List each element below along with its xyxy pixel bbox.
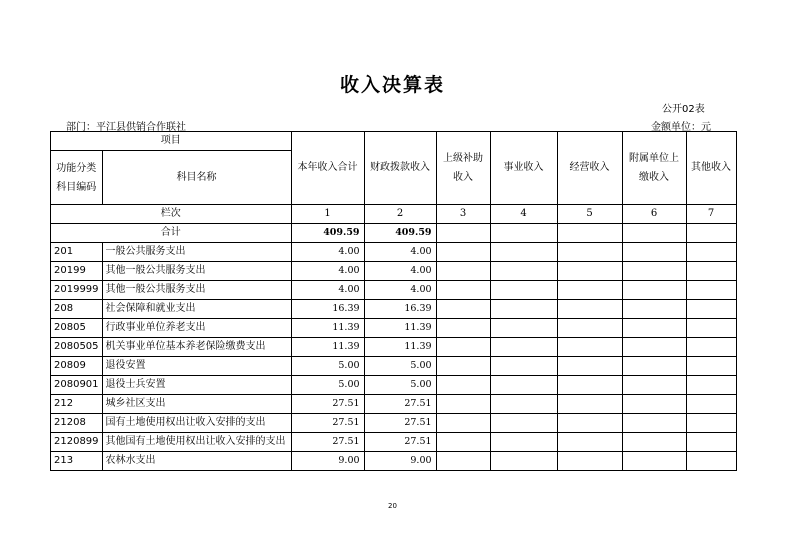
department-label: 部门：平江县供销合作联社 [66,122,186,133]
empty-cell [490,319,557,338]
empty-cell [686,281,736,300]
empty-cell [686,452,736,471]
header-total-income: 本年收入合计 [291,132,364,205]
empty-cell [622,414,686,433]
empty-cell [557,281,622,300]
form-number: 公开02表 [662,104,705,115]
seq-number: 7 [686,205,736,224]
row-total: 5.00 [291,357,364,376]
row-total: 4.00 [291,281,364,300]
row-fiscal: 11.39 [364,319,436,338]
row-name: 其他一般公共服务支出 [102,262,291,281]
row-fiscal: 5.00 [364,357,436,376]
empty-cell [490,338,557,357]
empty-cell [436,262,490,281]
empty-cell [686,262,736,281]
empty-cell [622,338,686,357]
empty-cell [686,300,736,319]
row-name: 其他国有土地使用权出让收入安排的支出 [102,433,291,452]
seq-label: 栏次 [51,205,292,224]
empty-cell [557,452,622,471]
row-name: 退役安置 [102,357,291,376]
table-row [51,338,737,357]
header-superior-subsidy: 上级补助收入 [436,132,490,205]
empty-cell [686,414,736,433]
row-code: 2080505 [51,338,103,357]
empty-cell [436,300,490,319]
empty-cell [436,414,490,433]
empty-cell [490,262,557,281]
row-fiscal: 9.00 [364,452,436,471]
row-code: 2019999 [51,281,103,300]
empty-cell [557,319,622,338]
row-total: 27.51 [291,395,364,414]
empty-cell [622,262,686,281]
row-code: 2080901 [51,376,103,395]
row-name: 机关事业单位基本养老保险缴费支出 [102,338,291,357]
table-row [51,433,737,452]
table-row [51,319,737,338]
empty-cell [557,395,622,414]
row-total: 11.39 [291,319,364,338]
header-fiscal-income: 财政拨款收入 [364,132,436,205]
empty-cell [686,376,736,395]
total-fiscal: 409.59 [364,224,436,243]
table-row [51,414,737,433]
empty-cell [557,414,622,433]
table-row [51,395,737,414]
empty-cell [490,376,557,395]
empty-cell [490,433,557,452]
row-fiscal: 4.00 [364,243,436,262]
row-fiscal: 5.00 [364,376,436,395]
empty-cell [686,243,736,262]
table-row [51,300,737,319]
seq-number: 2 [364,205,436,224]
seq-number: 3 [436,205,490,224]
row-total: 5.00 [291,376,364,395]
row-name: 国有土地使用权出让收入安排的支出 [102,414,291,433]
header-code: 功能分类科目编码 [51,151,103,205]
page-title: 收入决算表 [339,74,445,96]
empty-cell [436,395,490,414]
page-number: 20 [388,502,397,510]
table-row [51,262,737,281]
empty-cell [490,357,557,376]
row-code: 201 [51,243,103,262]
empty-cell [436,376,490,395]
empty-cell [490,243,557,262]
header-business-income: 事业收入 [490,132,557,205]
empty-cell [622,376,686,395]
empty-cell [686,433,736,452]
empty-cell [557,376,622,395]
row-code: 21208 [51,414,103,433]
empty-cell [436,319,490,338]
empty-cell [557,357,622,376]
row-total: 9.00 [291,452,364,471]
empty-cell [686,338,736,357]
row-name: 其他一般公共服务支出 [102,281,291,300]
income-table [50,131,737,471]
empty-cell [622,357,686,376]
header-other-income: 其他收入 [686,132,736,205]
seq-number: 1 [291,205,364,224]
row-name: 农林水支出 [102,452,291,471]
empty-cell [622,433,686,452]
row-code: 213 [51,452,103,471]
empty-cell [436,338,490,357]
row-name: 社会保障和就业支出 [102,300,291,319]
table-row [51,452,737,471]
row-name: 行政事业单位养老支出 [102,319,291,338]
empty-cell [622,300,686,319]
table-row [51,376,737,395]
row-fiscal: 27.51 [364,414,436,433]
row-code: 20805 [51,319,103,338]
empty-cell [490,452,557,471]
row-name: 退役士兵安置 [102,376,291,395]
empty-cell [436,433,490,452]
row-fiscal: 4.00 [364,262,436,281]
row-fiscal: 27.51 [364,395,436,414]
row-total: 27.51 [291,433,364,452]
row-fiscal: 11.39 [364,338,436,357]
row-code: 20809 [51,357,103,376]
row-code: 212 [51,395,103,414]
empty-cell [490,281,557,300]
empty-cell [622,452,686,471]
header-operating-income: 经营收入 [557,132,622,205]
header-item: 项目 [51,132,292,151]
empty-cell [436,452,490,471]
empty-cell [622,243,686,262]
row-total: 16.39 [291,300,364,319]
empty-cell [490,395,557,414]
empty-cell [557,433,622,452]
row-code: 208 [51,300,103,319]
row-name: 一般公共服务支出 [102,243,291,262]
total-row [51,224,737,243]
row-total: 27.51 [291,414,364,433]
empty-cell [622,281,686,300]
empty-cell [436,281,490,300]
total-amount: 409.59 [291,224,364,243]
row-fiscal: 27.51 [364,433,436,452]
row-name: 城乡社区支出 [102,395,291,414]
empty-cell [686,319,736,338]
table-row [51,243,737,262]
unit-label: 金额单位：元 [651,122,711,133]
empty-cell [436,357,490,376]
row-fiscal: 4.00 [364,281,436,300]
empty-cell [557,300,622,319]
empty-cell [557,243,622,262]
table-row [51,281,737,300]
empty-cell [557,262,622,281]
row-total: 4.00 [291,262,364,281]
seq-number: 5 [557,205,622,224]
row-total: 11.39 [291,338,364,357]
empty-cell [622,319,686,338]
empty-cell [686,395,736,414]
header-affiliated-income: 附属单位上缴收入 [622,132,686,205]
empty-cell [436,243,490,262]
empty-cell [490,300,557,319]
empty-cell [622,395,686,414]
total-label: 合计 [51,224,292,243]
table-row [51,357,737,376]
row-fiscal: 16.39 [364,300,436,319]
row-code: 20199 [51,262,103,281]
row-total: 4.00 [291,243,364,262]
empty-cell [686,357,736,376]
row-code: 2120899 [51,433,103,452]
seq-number: 4 [490,205,557,224]
header-name: 科目名称 [102,151,291,205]
empty-cell [557,338,622,357]
seq-number: 6 [622,205,686,224]
empty-cell [490,414,557,433]
